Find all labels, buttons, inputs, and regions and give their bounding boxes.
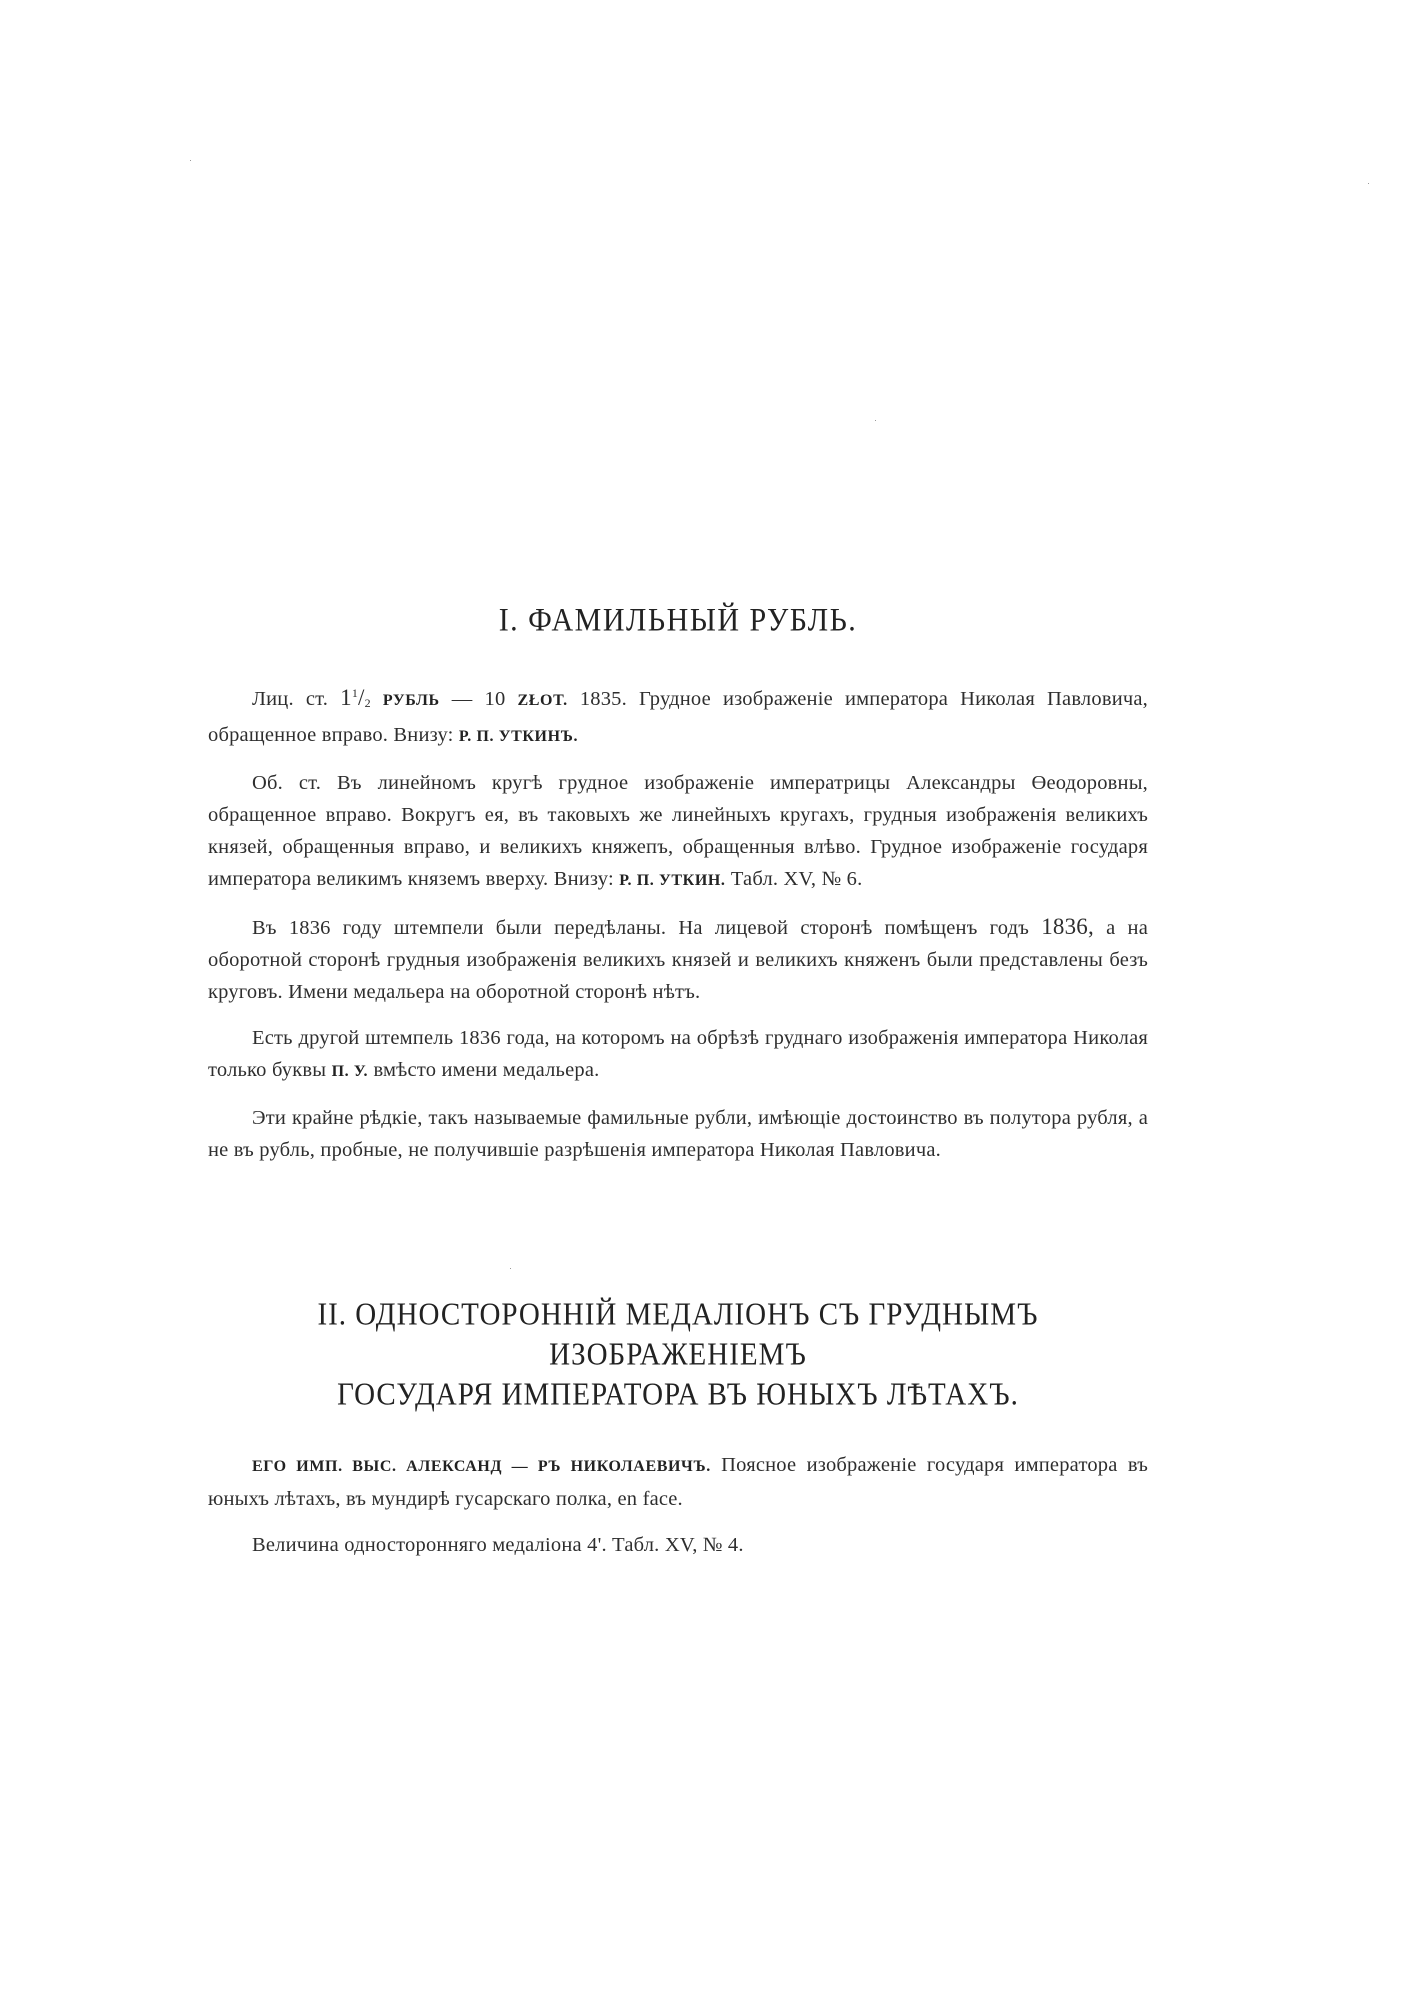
obverse-dash: — 10 bbox=[439, 688, 518, 710]
obverse-signature: Р. П. УТКИНЪ. bbox=[458, 728, 579, 745]
fraction-integer: 1 bbox=[340, 685, 352, 710]
fraction-denominator: 2 bbox=[364, 696, 371, 710]
paragraph-other-die bbox=[208, 1022, 1148, 1088]
initials-pu: П. У. bbox=[331, 1063, 369, 1080]
medallion-legend: ЕГО ИМП. ВЫС. АЛЕКСАНД — РЪ НИКОЛАЕВИЧЪ. bbox=[252, 1458, 711, 1475]
paragraph-reverse bbox=[208, 767, 1148, 897]
obverse-prefix: Лиц. ст. bbox=[252, 688, 341, 710]
dies-text-a: Въ 1836 году штемпели были передѣланы. На лицевой сторонѣ помѣщенъ годъ bbox=[252, 917, 1042, 939]
paragraph-obverse bbox=[208, 677, 1148, 753]
section-2-title-line-2: ГОСУДАРЯ ИМПЕРАТОРА ВЪ ЮНЫХЪ ЛѢТАХЪ. bbox=[337, 1377, 1019, 1413]
medallion-description: Поясное изображенiе государя императора въ юныхъ лѣтахъ, въ мундирѣ гусарскаго полка, en face. bbox=[208, 1454, 1149, 1510]
obverse-space bbox=[371, 688, 383, 710]
paragraph-rarity: Эти крайне рѣдкiе, такъ называемые фамильные рубли, имѣющiе достоинство въ полутора рубля, а не въ рубль, пробные, не получившiе разрѣшенiя императора Николая Павловича. bbox=[208, 1107, 1148, 1161]
scan-speck bbox=[875, 420, 876, 421]
reverse-plate-ref: Табл. XV, № 6. bbox=[725, 868, 863, 890]
fraction-numerator: 1 bbox=[351, 686, 359, 700]
scan-speck bbox=[1368, 183, 1369, 184]
paragraph-1836-dies bbox=[208, 911, 1148, 1008]
other-die-text-b: вмѣсто имени медальера. bbox=[368, 1059, 600, 1081]
obverse-legend-zlot: ZŁOT. bbox=[517, 692, 568, 709]
obverse-legend-rubl: РУБЛЬ bbox=[382, 692, 440, 709]
section-2-title-line-1: II. ОДНОСТОРОННIЙ МЕДАЛIОНЪ СЪ ГРУДНЫМЪ ИЗОБРАЖЕНIЕМЪ bbox=[317, 1297, 1039, 1373]
other-die-text-a: Есть другой штемпель 1836 года, на которомъ на обрѣзѣ груднаго изображенiя императора Николая только буквы bbox=[208, 1027, 1148, 1081]
section-medallion bbox=[208, 1297, 1149, 1575]
paragraph-medallion-size: Величина односторонняго медалiона 4'. Табл. XV, № 4. bbox=[252, 1534, 744, 1556]
reverse-description: Об. ст. Въ линейномъ кругѣ грудное изображенiе императрицы Александры Өеодоровны, обращенное вправо. Вокругъ ея, въ таковыхъ же линейныхъ кругахъ, грудныя изображенiя великихъ князей, обращенныя вправо, и великихъ княжепъ, обращенныя влѣво. Грудное изображенiе государя императора великимъ княземъ вверху. Внизу: bbox=[208, 772, 1148, 890]
section-2-title bbox=[208, 1296, 1148, 1416]
paragraph-medallion-legend bbox=[208, 1449, 1148, 1515]
obverse-description: 1835. Грудное изображенiе императора Николая Павловича, обращенное вправо. Внизу: bbox=[208, 688, 1148, 746]
year-1836: 1836, bbox=[1041, 914, 1094, 939]
fraction-one-and-half: $1^1/_2$ bbox=[340, 685, 371, 710]
section-family-ruble bbox=[208, 603, 1148, 1180]
scan-speck bbox=[510, 1268, 511, 1269]
section-1-title: I. ФАМИЛЬНЫЙ РУБЛЬ. bbox=[498, 602, 858, 639]
dies-text-b: а на оборотной сторонѣ грудныя изображенiя великихъ князей и великихъ княженъ были представлены безъ круговъ. Имени медальера на оборотной сторонѣ нѣтъ. bbox=[208, 917, 1149, 1003]
scan-speck bbox=[190, 160, 191, 161]
reverse-signature: Р. П. УТКИН. bbox=[619, 872, 726, 889]
